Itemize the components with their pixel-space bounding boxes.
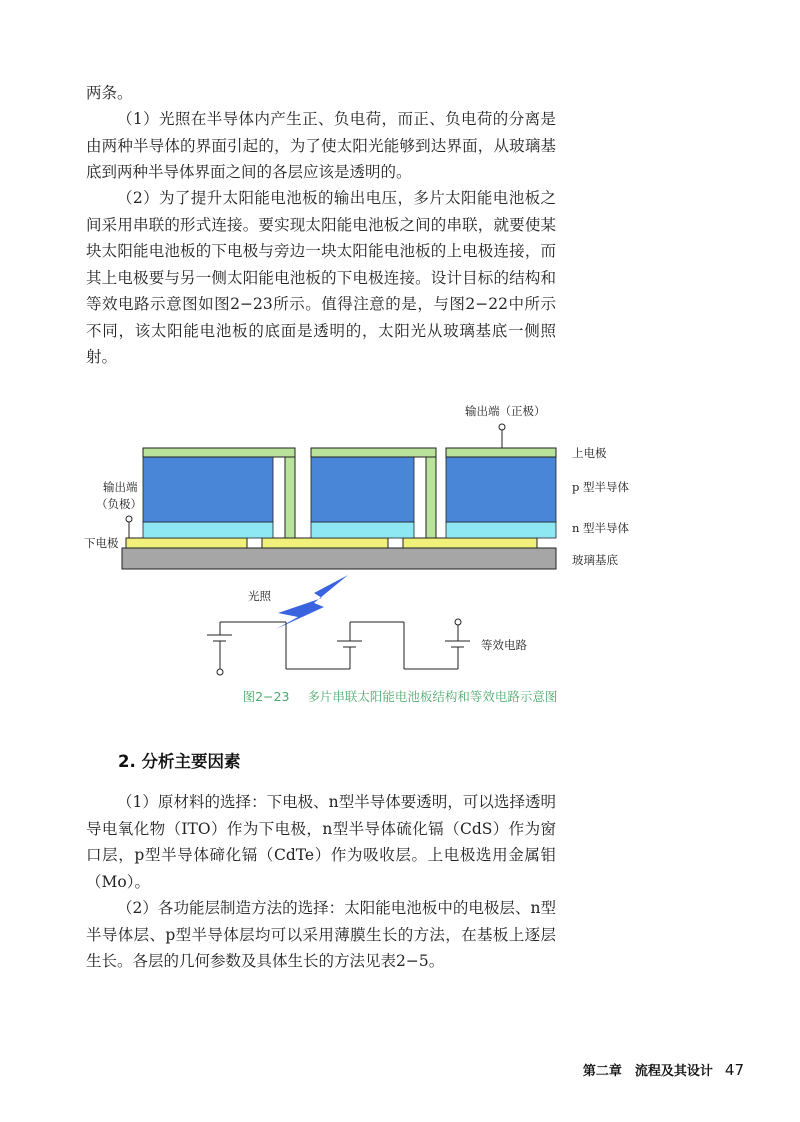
label-glass-substrate: 玻璃基底 — [572, 553, 618, 567]
cell1-connector — [285, 457, 295, 538]
label-p-semiconductor: p 型半导体 — [572, 480, 630, 494]
figure-number: 图2−23 — [242, 689, 290, 704]
cell1-p-layer — [143, 457, 273, 522]
circuit-terminal-bottom — [217, 669, 223, 675]
equivalent-circuit — [207, 622, 470, 669]
label-n-semiconductor: n 型半导体 — [572, 521, 630, 535]
cell3-top-electrode — [446, 448, 556, 457]
bottom-electrode-3 — [403, 538, 537, 548]
cell1-n-layer — [143, 522, 273, 538]
solar-panel-diagram — [0, 395, 800, 685]
label-output-positive: 输出端（正极） — [465, 404, 546, 418]
lightning-bolt-icon — [276, 575, 348, 629]
paragraph-series-connection: （2）为了提升太阳能电池板的输出电压，多片太阳能电池板之间采用串联的形式连接。要实现太阳能电池板之间的串联，就要使某块太阳能电池板的下电极与旁边一块太阳能电池板的上电极连接，而其上电极要与另一侧太阳能电池板的下电极连接。设计目标的结构和等效电路示意图如图2−23所示。值得注意的是，与图2−22中所示不同，该太阳能电池板的底面是透明的，太阳光从玻璃基底一侧照射。 — [86, 189, 556, 366]
label-output-negative: 输出端 — [103, 480, 138, 494]
paragraph-methods: （2）各功能层制造方法的选择：太阳能电池板中的电极层、n型半导体层、p型半导体层均可以采用薄膜生长的方法，在基板上逐层生长。各层的几何参数及具体生长的方法见表2−5。 — [86, 899, 556, 970]
footer-chapter: 第二章 流程及其设计 — [582, 1064, 713, 1079]
circuit-terminal-top — [455, 619, 461, 625]
label-top-electrode: 上电极 — [572, 446, 607, 460]
cell2-p-layer — [311, 457, 414, 522]
bottom-electrode-2 — [262, 538, 388, 548]
cell1-top-electrode — [143, 448, 295, 457]
bottom-electrode-1 — [126, 538, 247, 548]
cell2-top-electrode — [311, 448, 436, 457]
label-bottom-electrode: 下电极 — [84, 536, 119, 550]
paragraph-materials: （1）原材料的选择：下电极、n型半导体要透明，可以选择透明导电氧化物（ITO）作为下电极，n型半导体硫化镉（CdS）作为窗口层，p型半导体碲化镉（CdTe）作为吸收层。上电极选用金属钼（Mo）。 — [86, 793, 556, 891]
paragraph-continuation: 两条。 — [86, 84, 133, 102]
label-output-negative-sub: （负极） — [96, 497, 142, 511]
page-footer — [583, 1060, 744, 1079]
terminal-negative — [126, 516, 132, 522]
label-light: 光照 — [248, 589, 271, 603]
cell3-n-layer — [446, 522, 556, 538]
page-number: 47 — [724, 1061, 744, 1079]
label-equivalent-circuit: 等效电路 — [481, 638, 527, 652]
cell3-p-layer — [446, 457, 556, 522]
cell2-n-layer — [311, 522, 414, 538]
figure-caption — [0, 687, 800, 705]
glass-substrate — [122, 548, 556, 569]
cell2-connector — [426, 457, 436, 538]
figure-title: 多片串联太阳能电池板结构和等效电路示意图 — [307, 689, 558, 704]
section-heading: 2. 分析主要因素 — [118, 752, 241, 771]
paragraph-light-charge: （1）光照在半导体内产生正、负电荷，而正、负电荷的分离是由两种半导体的界面引起的，为了使太阳光能够到达界面，从玻璃基底到两种半导体界面之间的各层应该是透明的。 — [86, 110, 556, 181]
terminal-positive — [499, 424, 505, 430]
